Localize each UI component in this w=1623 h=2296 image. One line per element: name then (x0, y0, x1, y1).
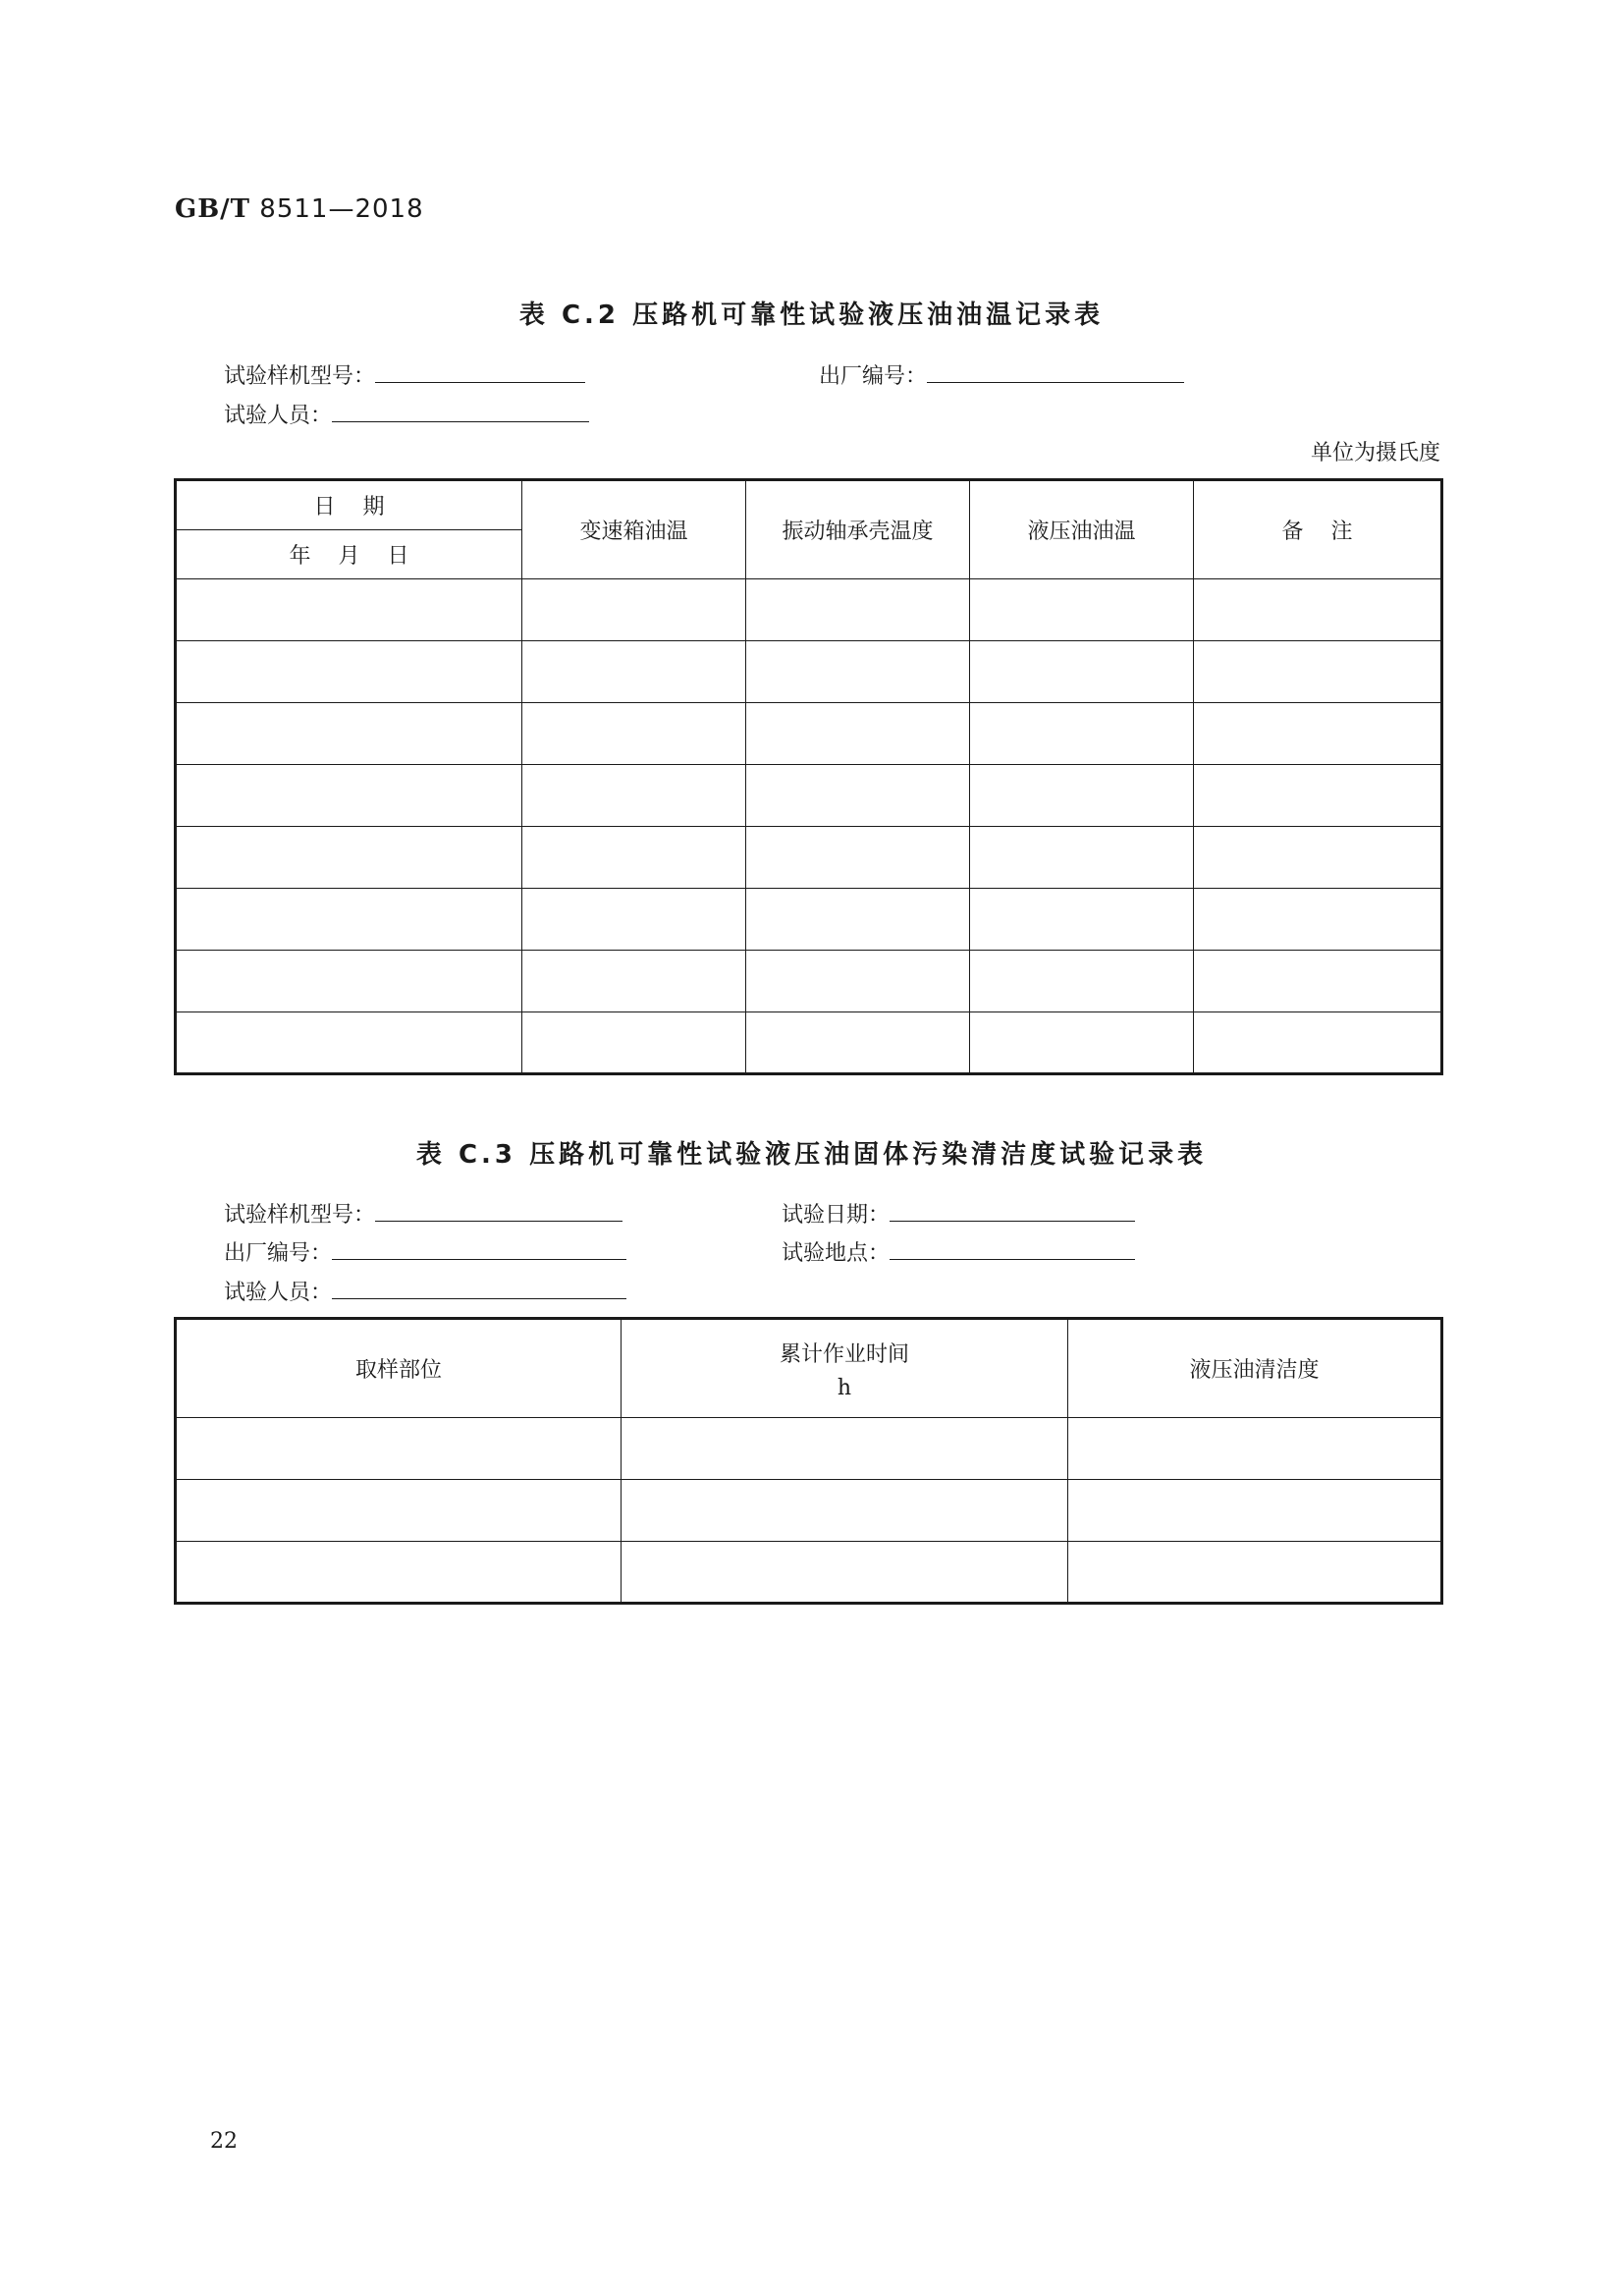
table-row (176, 703, 1442, 765)
table-row (176, 1012, 1442, 1074)
table-cell[interactable] (622, 1418, 1068, 1480)
c2-personnel-label: 试验人员： (224, 404, 333, 428)
c3-serial-field (224, 1236, 626, 1267)
table-cell[interactable] (522, 765, 746, 827)
table-cell[interactable] (1194, 703, 1442, 765)
c2-model-blank[interactable] (375, 360, 585, 383)
table-row (176, 1542, 1442, 1604)
c3-model-blank[interactable] (375, 1199, 622, 1222)
table-cell[interactable] (970, 951, 1194, 1012)
table-cell[interactable] (622, 1480, 1068, 1542)
c2-serial-blank[interactable] (927, 360, 1184, 383)
table-cell[interactable] (746, 951, 970, 1012)
c2-header-date: 日 期 (176, 480, 522, 530)
c3-model-field (224, 1198, 622, 1229)
table-row (176, 1480, 1442, 1542)
table-c2-title: 表 C.2 压路机可靠性试验液压油油温记录表 (518, 301, 1105, 330)
table-cell[interactable] (522, 703, 746, 765)
c3-date-field (782, 1198, 1135, 1229)
c3-header-cumulative-hours-label: 累计作业时间 (779, 1341, 909, 1367)
table-cell[interactable] (522, 1012, 746, 1074)
table-cell[interactable] (746, 579, 970, 641)
standard-number: 8511—2018 (259, 194, 424, 224)
table-row (176, 641, 1442, 703)
c2-serial-label: 出厂编号： (819, 364, 928, 389)
table-cell[interactable] (176, 1012, 522, 1074)
table-cell[interactable] (522, 951, 746, 1012)
table-cell[interactable] (176, 889, 522, 951)
table-row (176, 889, 1442, 951)
table-cell[interactable] (1194, 1012, 1442, 1074)
c2-header-vibration-bearing-temp: 振动轴承壳温度 (746, 480, 970, 579)
c3-personnel-label: 试验人员： (224, 1281, 333, 1305)
c2-header-hydraulic-oil-temp: 液压油油温 (970, 480, 1194, 579)
table-cell[interactable] (1194, 951, 1442, 1012)
c3-personnel-blank[interactable] (332, 1277, 626, 1299)
table-cell[interactable] (522, 827, 746, 889)
c3-header-cleanliness: 液压油清洁度 (1068, 1319, 1442, 1418)
c2-personnel-field (224, 399, 589, 429)
table-cell[interactable] (1068, 1480, 1442, 1542)
table-cell[interactable] (176, 827, 522, 889)
table-cell[interactable] (746, 889, 970, 951)
table-cell[interactable] (176, 1480, 622, 1542)
table-cell[interactable] (970, 579, 1194, 641)
c3-model-label: 试验样机型号： (224, 1203, 376, 1228)
c3-personnel-field (224, 1276, 626, 1306)
c2-header-ymd: 年 月 日 (176, 530, 522, 579)
table-cell[interactable] (746, 765, 970, 827)
c3-serial-label: 出厂编号： (224, 1241, 333, 1266)
table-cell[interactable] (746, 827, 970, 889)
c2-header-gearbox-oil-temp: 变速箱油温 (522, 480, 746, 579)
table-cell[interactable] (176, 765, 522, 827)
c2-model-label: 试验样机型号： (224, 364, 376, 389)
table-cell[interactable] (970, 765, 1194, 827)
table-cell[interactable] (1068, 1418, 1442, 1480)
table-cell[interactable] (746, 1012, 970, 1074)
table-cell[interactable] (522, 889, 746, 951)
table-cell[interactable] (970, 827, 1194, 889)
c2-header-remarks: 备 注 (1194, 480, 1442, 579)
table-cell[interactable] (970, 1012, 1194, 1074)
table-c3 (174, 1317, 1443, 1605)
table-cell[interactable] (176, 641, 522, 703)
table-cell[interactable] (176, 1542, 622, 1604)
table-cell[interactable] (1194, 641, 1442, 703)
table-cell[interactable] (622, 1542, 1068, 1604)
standard-prefix: GB/T (175, 194, 251, 224)
table-cell[interactable] (1194, 889, 1442, 951)
table-cell[interactable] (746, 641, 970, 703)
c3-header-unit-h: h (837, 1375, 852, 1400)
table-row (176, 951, 1442, 1012)
table-cell[interactable] (176, 703, 522, 765)
c3-serial-blank[interactable] (332, 1237, 626, 1260)
c3-header-cumulative-hours (622, 1319, 1068, 1418)
table-cell[interactable] (1194, 827, 1442, 889)
c3-location-blank[interactable] (890, 1237, 1135, 1260)
table-cell[interactable] (1068, 1542, 1442, 1604)
c2-unit-note: 单位为摄氏度 (1310, 441, 1440, 465)
table-row (176, 765, 1442, 827)
c2-personnel-blank[interactable] (332, 400, 589, 422)
c2-serial-field (819, 359, 1184, 390)
table-cell[interactable] (522, 641, 746, 703)
c3-header-sampling-location: 取样部位 (176, 1319, 622, 1418)
c3-date-blank[interactable] (890, 1199, 1135, 1222)
table-cell[interactable] (746, 703, 970, 765)
table-c3-title: 表 C.3 压路机可靠性试验液压油固体污染清洁度试验记录表 (415, 1140, 1208, 1170)
table-cell[interactable] (176, 579, 522, 641)
table-cell[interactable] (522, 579, 746, 641)
c3-date-label: 试验日期： (782, 1203, 891, 1228)
table-cell[interactable] (970, 703, 1194, 765)
table-cell[interactable] (1194, 765, 1442, 827)
c3-location-field (782, 1236, 1135, 1267)
c2-model-field (224, 359, 585, 390)
table-row (176, 827, 1442, 889)
table-c2 (174, 478, 1443, 1075)
table-cell[interactable] (970, 889, 1194, 951)
table-row (176, 579, 1442, 641)
table-cell[interactable] (1194, 579, 1442, 641)
page-number: 22 (210, 2129, 238, 2154)
table-cell[interactable] (176, 951, 522, 1012)
table-cell[interactable] (970, 641, 1194, 703)
table-row (176, 1418, 1442, 1480)
table-cell[interactable] (176, 1418, 622, 1480)
standard-header (175, 194, 424, 224)
c3-location-label: 试验地点： (782, 1241, 891, 1266)
